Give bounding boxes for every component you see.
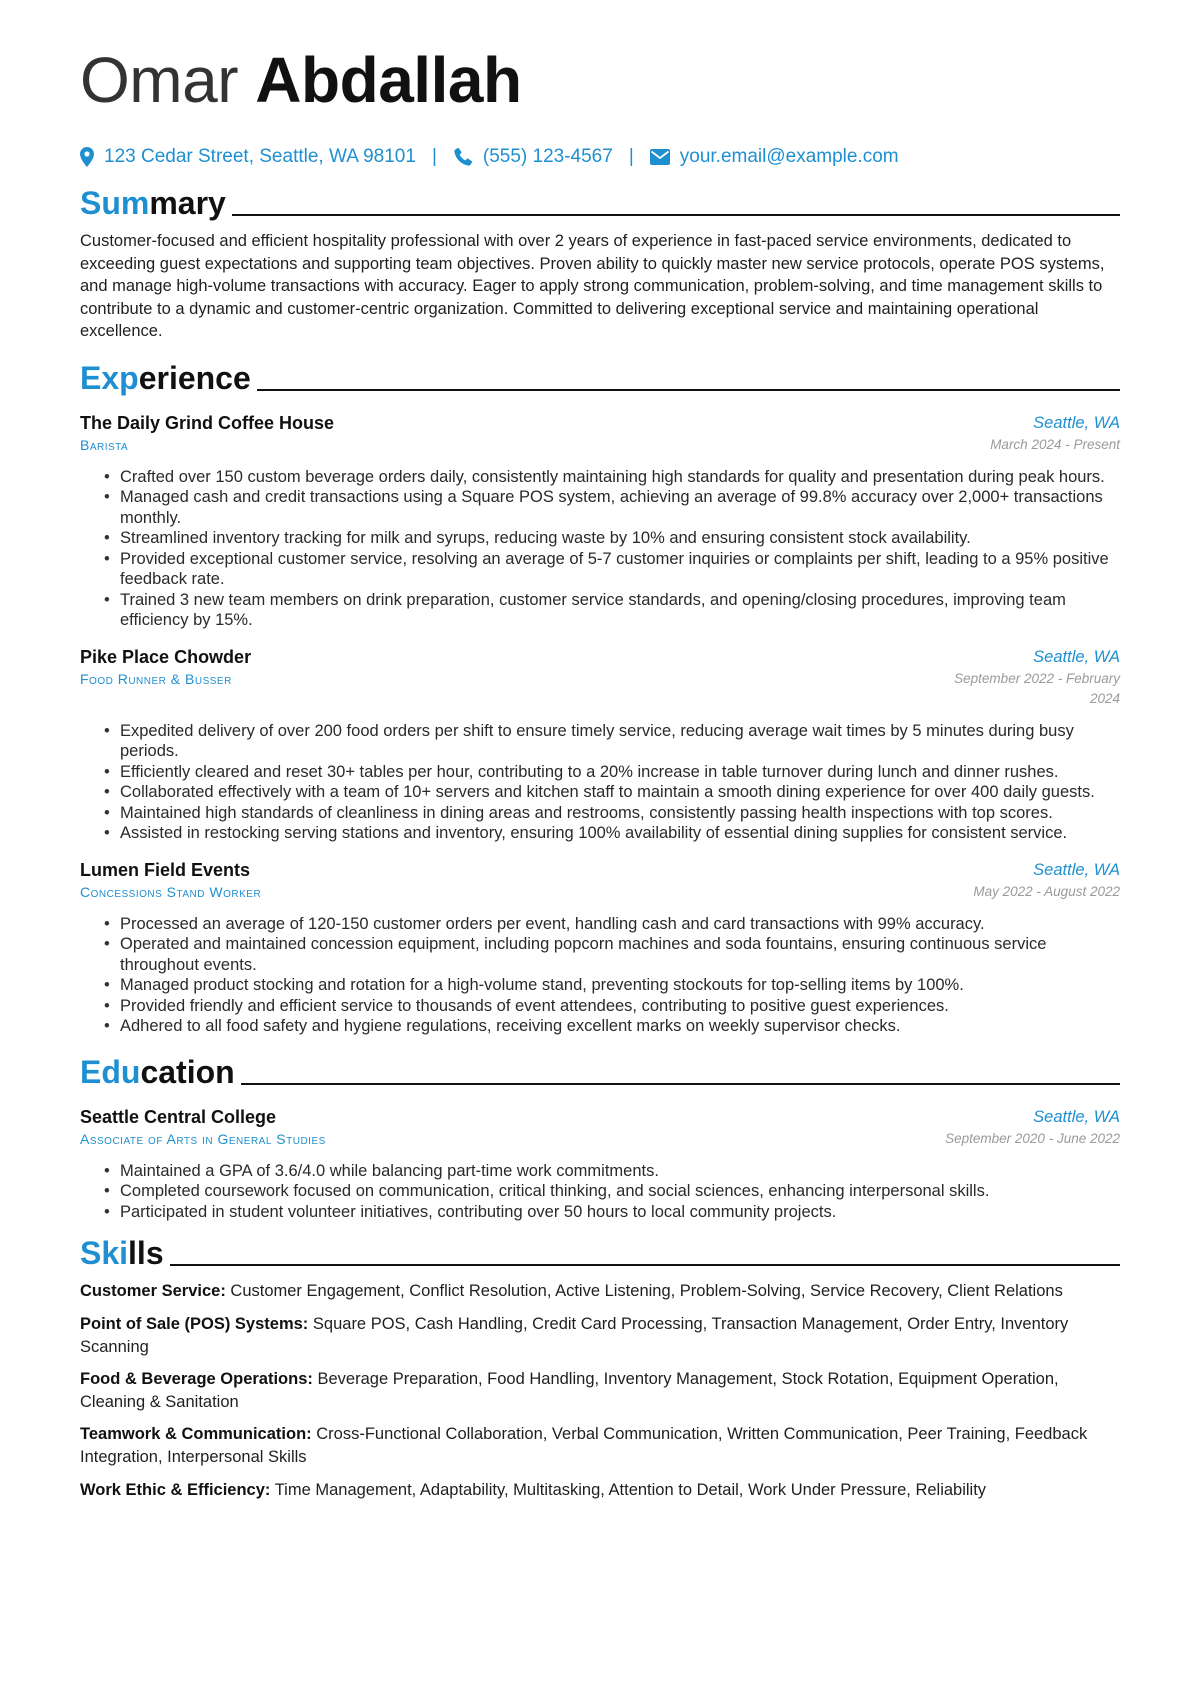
skill-row	[80, 1280, 1120, 1303]
contact-line	[80, 144, 1120, 170]
resume-page	[80, 40, 1120, 1511]
email-item[interactable]	[650, 146, 899, 168]
list-item: • Crafted over 150 custom beverage orders daily, consistently maintaining high standards for quality and presentation during peak hours.	[120, 467, 1120, 488]
list-item: • Processed an average of 120-150 customer orders per event, handling cash and card transactions with 99% accuracy.	[120, 914, 1120, 935]
summary-text: Customer-focused and efficient hospitality professional with over 2 years of experience in fast-paced service environments, dedicated to exceeding guest expectations and supporting team objectives. Proven ability to quickly master new service protocols, operate POS systems, and manage high-volume transactions with accuracy. Eager to apply strong communication, problem-solving, and time management skills to contribute to a dynamic and customer-centric organization. Committed to delivering exceptional service and maintaining operational excellence.	[80, 232, 1105, 341]
experience-entry	[80, 411, 1120, 631]
entry-dates: September 2022 - February 2024	[954, 670, 1120, 706]
organization-name: Lumen Field Events	[80, 859, 251, 880]
envelope-icon	[650, 149, 680, 165]
entry-location: Seattle, WA	[1033, 647, 1120, 666]
bullet-list	[80, 721, 1120, 844]
education-heading	[80, 1051, 1120, 1091]
bullet-list	[80, 467, 1120, 631]
entry-location: Seattle, WA	[1033, 860, 1120, 879]
skill-row	[80, 1479, 1120, 1502]
skill-values: Cross-Functional Collaboration, Verbal Communication, Written Communication, Peer Training, Feedback Integration, Interpersonal Skills	[80, 1425, 1088, 1467]
address-text: 123 Cedar Street, Seattle, WA 98101	[104, 146, 416, 167]
entry-location: Seattle, WA	[1033, 413, 1120, 432]
section-rule	[170, 1264, 1120, 1266]
entry-dates: March 2024 - Present	[990, 436, 1120, 452]
phone-text[interactable]: (555) 123-4567	[482, 146, 613, 167]
first-name: Omar	[80, 44, 238, 116]
section-rule	[241, 1083, 1120, 1085]
section-rule	[257, 389, 1120, 391]
list-item: • Trained 3 new team members on drink preparation, customer service standards, and opening/closing procedures, improving team efficiency by 15%.	[120, 590, 1120, 631]
institution-name: Seattle Central College	[80, 1106, 277, 1127]
list-item: • Adhered to all food safety and hygiene regulations, receiving excellent marks on weekly supervisor checks.	[120, 1016, 1120, 1037]
skill-category: Food & Beverage Operations:	[80, 1370, 313, 1389]
skill-row	[80, 1313, 1120, 1358]
last-name: Abdallah	[255, 44, 522, 116]
job-title: Concessions Stand Worker	[80, 883, 262, 900]
entry-dates: September 2020 - June 2022	[945, 1130, 1120, 1146]
skill-values: Customer Engagement, Conflict Resolution, Active Listening, Problem-Solving, Service Recovery, Client Relations	[230, 1282, 1063, 1301]
skill-row	[80, 1368, 1120, 1413]
bullet-list	[80, 1161, 1120, 1223]
address-item	[80, 146, 416, 168]
skill-values: Square POS, Cash Handling, Credit Card Processing, Transaction Management, Order Entry, Inventory Scanning	[80, 1315, 1069, 1356]
skill-category: Point of Sale (POS) Systems:	[80, 1315, 309, 1334]
list-item: • Efficiently cleared and reset 30+ tables per hour, contributing to a 20% increase in table turnover during lunch and dinner rushes.	[120, 762, 1120, 783]
experience-title: Experience	[80, 359, 251, 396]
list-item: • Provided friendly and efficient service to thousands of event attendees, contributing to positive guest experiences.	[120, 996, 1120, 1017]
email-link[interactable]: your.email@example.com	[679, 146, 899, 167]
list-item: • Participated in student volunteer initiatives, contributing over 50 hours to local community projects.	[120, 1202, 1120, 1223]
skill-category: Teamwork & Communication:	[80, 1425, 312, 1444]
entry-dates: May 2022 - August 2022	[973, 883, 1120, 899]
list-item: • Maintained high standards of cleanliness in dining areas and restrooms, consistently passing health inspections with top scores.	[120, 803, 1120, 824]
skill-row	[80, 1423, 1120, 1468]
list-item: • Completed coursework focused on communication, critical thinking, and social sciences, enhancing interpersonal skills.	[120, 1181, 1120, 1202]
education-title: Education	[80, 1053, 235, 1090]
job-title: Food Runner & Busser	[80, 670, 232, 687]
list-item: • Maintained a GPA of 3.6/4.0 while balancing part-time work commitments.	[120, 1161, 1120, 1182]
organization-name: The Daily Grind Coffee House	[80, 412, 335, 433]
skill-category: Work Ethic & Efficiency:	[80, 1480, 271, 1499]
skill-values: Time Management, Adaptability, Multitasking, Attention to Detail, Work Under Pressure, Reliability	[274, 1480, 987, 1499]
experience-entry	[80, 645, 1120, 844]
list-item: • Operated and maintained concession equipment, including popcorn machines and soda fountains, ensuring continuous service throughout events.	[120, 934, 1120, 975]
degree-title: Associate of Arts in General Studies	[80, 1130, 326, 1147]
map-marker-icon	[80, 147, 104, 167]
experience-entry	[80, 858, 1120, 1037]
contact-separator: |	[431, 146, 437, 167]
list-item: • Managed cash and credit transactions using a Square POS system, achieving an average of 99.8% accuracy over 2,000+ transactions monthly.	[120, 487, 1120, 528]
list-item: • Expedited delivery of over 200 food orders per shift to ensure timely service, reducing average wait times by 5 minutes during busy periods.	[120, 721, 1120, 762]
job-title: Barista	[80, 436, 129, 453]
skill-values: Beverage Preparation, Food Handling, Inventory Management, Stock Rotation, Equipment Operation, Cleaning & Sanitation	[80, 1370, 1059, 1411]
contact-separator: |	[628, 146, 634, 167]
organization-name: Pike Place Chowder	[80, 646, 252, 667]
entry-location: Seattle, WA	[1033, 1107, 1120, 1126]
experience-heading	[80, 357, 1120, 397]
phone-item[interactable]	[453, 146, 613, 168]
list-item: • Managed product stocking and rotation for a high-volume stand, preventing stockouts for top-selling items by 100%.	[120, 975, 1120, 996]
education-entry	[80, 1105, 1120, 1223]
phone-icon	[453, 147, 483, 167]
list-item: • Streamlined inventory tracking for milk and syrups, reducing waste by 10% and ensuring consistent stock availability.	[120, 528, 1120, 549]
list-item: • Provided exceptional customer service, resolving an average of 5-7 customer inquiries or complaints per shift, leading to a 95% positive feedback rate.	[120, 549, 1120, 590]
summary-title: Summary	[80, 185, 226, 221]
skill-category: Customer Service:	[80, 1282, 226, 1301]
candidate-name	[80, 40, 1120, 120]
list-item: • Collaborated effectively with a team of 10+ servers and kitchen staff to maintain a smooth dining experience for over 400 daily guests.	[120, 782, 1120, 803]
skills-title: Skills	[80, 1235, 164, 1272]
section-rule	[232, 214, 1120, 216]
list-item: • Assisted in restocking serving stations and inventory, ensuring 100% availability of essential dining supplies for consistent service.	[120, 823, 1120, 844]
summary-heading	[80, 182, 1120, 222]
skills-heading	[80, 1232, 1120, 1272]
bullet-list	[80, 914, 1120, 1037]
skills-list	[80, 1280, 1120, 1501]
